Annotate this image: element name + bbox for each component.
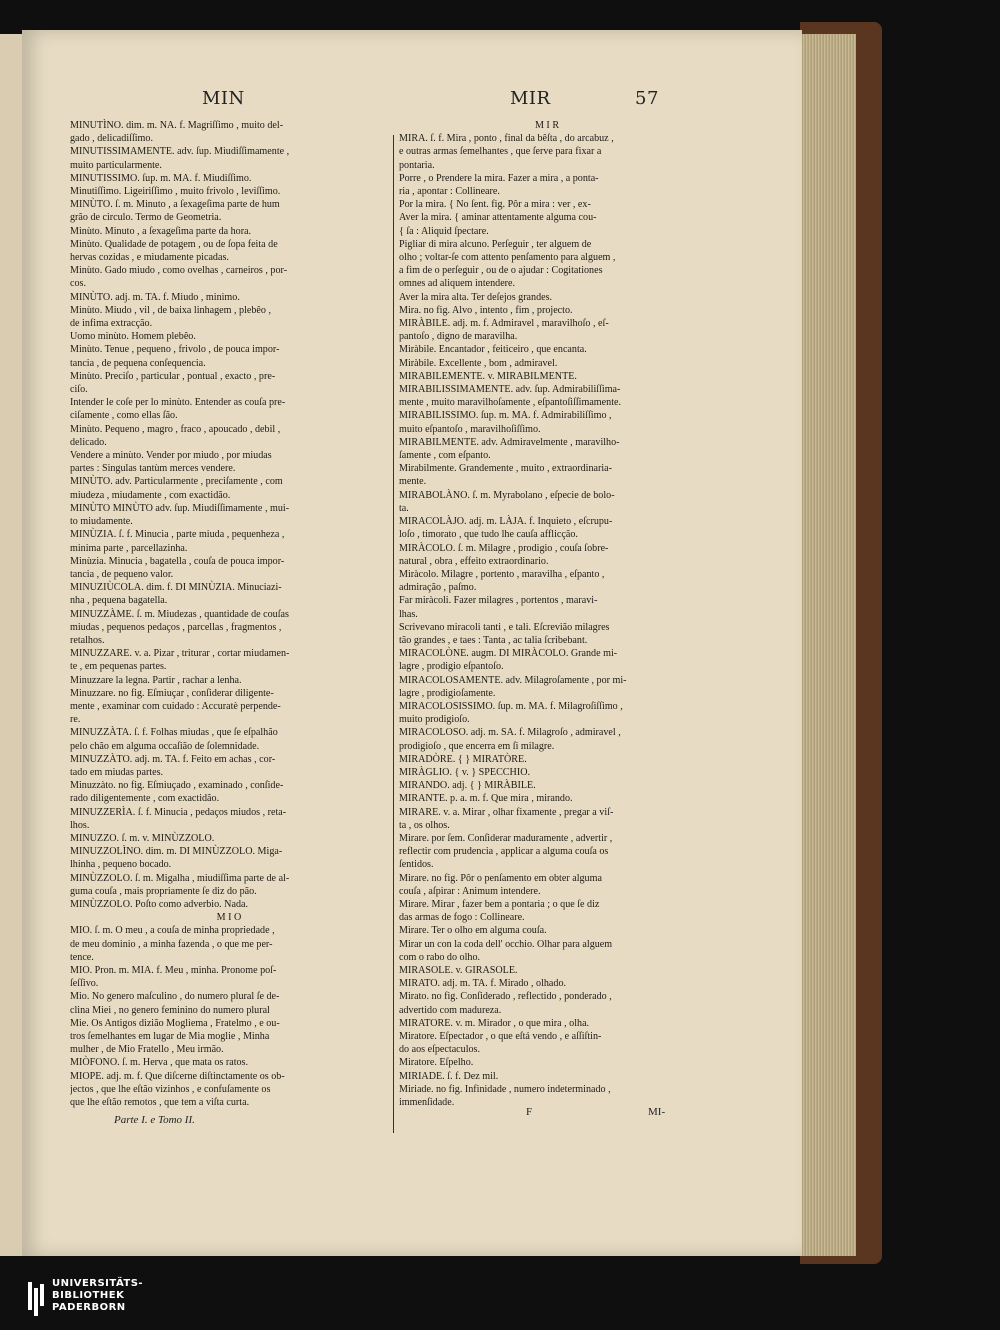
text-line: MINUTISSIMAMENTE. adv. ſup. Miudiſſimamente , [70, 146, 290, 158]
text-line: MIRABILMENTE. adv. Admiravelmente , maravilho- [399, 436, 620, 448]
text-line: Mirar un con la coda dell' occhio. Olhar para alguem [399, 938, 613, 950]
text-line: Mirare. Ter o olho em alguma couſa. [399, 925, 547, 937]
text-line: MIRANDO. adj. { } MIRÀBILE. [399, 780, 536, 792]
column-rule [393, 135, 394, 1133]
text-line: ria , apontar : Collineare. [399, 186, 500, 198]
text-line: Miràbile. Encantador , feiticeiro , que encanta. [399, 344, 587, 356]
text-line: muito eſpantoſo , maravilhoſiſſimo. [399, 423, 541, 435]
text-line: jectos , que lhe eſtão vizinhos , e confuſamente os [70, 1083, 271, 1095]
text-line: Aver la mira alta. Ter deſejos grandes. [399, 291, 553, 303]
text-line: MIRACOLOSISSIMO. ſup. m. MA. f. Milagroſiſſimo , [399, 700, 623, 712]
text-line: cos. [70, 278, 86, 290]
text-line: mente , examinar com cuidado : Accuratè perpende- [70, 700, 281, 712]
text-line: MIRABILISSIMO. ſup. m. MA. f. Admirabiliſſimo , [399, 410, 612, 422]
book-page [22, 30, 802, 1256]
footer-volume: Parte I. e Tomo II. [114, 1114, 195, 1126]
text-line: Mirare. no fig. Pôr o penſamento em obter alguma [399, 872, 602, 884]
text-line: Vendere a minùto. Vender por miudo , por miudas [70, 450, 272, 462]
logo-line-2: BIBLIOTHEK [52, 1290, 125, 1301]
text-line: MINÙTO. adv. Particularmente , preciſamente , com [70, 476, 283, 488]
text-line: Pigliar di mira alcuno. Perſeguir , ter alguem de [399, 238, 592, 250]
text-line: to miudamente. [70, 516, 133, 528]
text-line: tence. [70, 951, 94, 963]
text-line: Minùto. Miudo , vil , de baixa linhagem , plebêo , [70, 304, 272, 316]
text-line: a fim de o perſeguir , ou de o ajudar : Cogitationes [399, 265, 603, 277]
text-line: mente. [399, 476, 427, 488]
text-line: olho ; voltar-ſe com attento penſamento para alguem , [399, 252, 616, 264]
text-line: ſamente , com eſpanto. [399, 450, 491, 462]
text-line: natural , obra , effeito extraordinario. [399, 555, 549, 567]
text-line: Miriade. no fig. Infinidade , numero indeterminado , [399, 1083, 611, 1095]
text-line: miudeza , miudamente , com exactidão. [70, 489, 231, 501]
text-line: minima parte , parcellazinha. [70, 542, 188, 554]
text-line: MIRA. ſ. f. Mira , ponto , final da bêſta , do arcabuz , [399, 133, 614, 145]
text-line: couſa , aſpirar : Animum intendere. [399, 885, 541, 897]
logo-text [52, 1278, 143, 1314]
text-line: pantoſo , digno de maravilha. [399, 331, 518, 343]
text-line: Minùto. Pequeno , magro , fraco , apoucado , debil , [70, 423, 281, 435]
left-page-edge [0, 34, 23, 1256]
text-line: MIRIADE. ſ. f. Dez mil. [399, 1070, 499, 1082]
text-line: MIRACOLOSO. adj. m. SA. f. Milagroſo , admiravel , [399, 727, 621, 739]
text-line: Mirare. por ſem. Conſiderar maduramente , advertir , [399, 832, 613, 844]
text-line: Intender le coſe per lo minùto. Entender as couſa pre- [70, 397, 286, 409]
text-line: MIOPE. adj. m. f. Que diſcerne diſtinctamente os ob- [70, 1070, 285, 1082]
text-line: ciſamente , como ellas ſão. [70, 410, 178, 422]
text-line: omnes ad aliquem intendere. [399, 278, 516, 290]
text-line: Mirato. no fig. Conſiderado , reflectido , ponderado , [399, 991, 612, 1003]
text-line: MIRABILEMENTE. v. MIRABILMENTE. [399, 370, 577, 382]
text-line: MIRARE. v. a. Mirar , olhar fixamente , pregar a viſ- [399, 806, 614, 818]
text-line: ſentidos. [399, 859, 434, 871]
text-line: immenſidade. [399, 1097, 455, 1109]
text-line: te , em pequenas partes. [70, 661, 167, 673]
left-running-header: MIN [202, 88, 245, 109]
text-line: de infima extracção. [70, 318, 153, 330]
text-line: MINÙTO. ſ. m. Minuto , a ſexageſima parte de hum [70, 199, 280, 211]
text-line: Mirare. Mirar , fazer bem a pontaria ; o que ſe diz [399, 898, 600, 910]
logo-line-3: PADERBORN [52, 1302, 126, 1313]
text-line: Porre , o Prendere la mira. Fazer a mira , a ponta- [399, 172, 599, 184]
text-line: MIRASOLE. v. GIRASOLE. [399, 965, 518, 976]
text-line: nha , pequena bagatella. [70, 595, 168, 607]
text-line: loſo , timorato , que tudo lhe cauſa afflicção. [399, 529, 578, 541]
text-line: e outras armas ſemelhantes , que ſerve para fixar a [399, 146, 602, 158]
text-line: MINÙZZOLO. ſ. m. Migalha , miudiſſima parte de al- [70, 872, 290, 884]
text-line: lhinha , pequeno bocado. [70, 859, 172, 871]
text-line: MINÙZIA. ſ. f. Minucia , parte miuda , pequenheza , [70, 529, 285, 541]
text-line: Por la mira. { No ſent. fig. Pôr a mira : ver , ex- [399, 199, 591, 211]
text-line: ta. [399, 502, 409, 514]
text-line: MINÙTO MINÙTO adv. ſup. Miudiſſimamente , mui- [70, 502, 290, 514]
text-line: Mirabilmente. Grandemente , muito , extraordinaria- [399, 463, 613, 475]
text-line: ta , os olhos. [399, 819, 450, 831]
text-line: admiração , paſmo. [399, 582, 477, 594]
text-line: mulher , de Mio Fratello , Meu irmão. [70, 1044, 224, 1056]
text-line: clina Miei , no genero feminino do numero plural [70, 1004, 270, 1016]
text-line: tros ſemelhantes em lugar de Mia moglie , Minha [70, 1031, 270, 1043]
text-line: miudas , pequenos pedaços , parcellas , fragmentos , [70, 621, 282, 633]
logo-line-1: UNIVERSITÄTS- [52, 1278, 144, 1289]
text-line: MIRÀBILE. adj. m. f. Admiravel , maravilhoſo , eſ- [399, 318, 609, 330]
text-line: Minùto. Tenue , pequeno , frivolo , de pouca impor- [70, 344, 280, 356]
text-line: Mio. No genero maſculino , do numero plural ſe de- [70, 991, 280, 1003]
text-line: advertido com madureza. [399, 1004, 502, 1016]
text-line: Minùto. Preciſo , particular , pontual , exacto , pre- [70, 370, 276, 382]
text-line: lagre , prodigio eſpantoſo. [399, 661, 504, 673]
text-line: Minùzia. Minucia , bagatella , couſa de pouca impor- [70, 555, 285, 567]
text-line: do aos eſpectaculos. [399, 1044, 481, 1056]
text-line: MINUZZO. ſ. m. v. MINÙZZOLO. [70, 832, 215, 844]
text-line: MIO. ſ. m. O meu , a couſa de minha propriedade , [70, 925, 275, 937]
text-line: das armas de fogo : Collineare. [399, 912, 525, 924]
text-line: reflectir com prudencia , applicar a alguma couſa os [399, 846, 609, 858]
text-line: Minuzzàto. no fig. Eſmiuçado , examinado , conſide- [70, 780, 284, 792]
text-line: M I R [534, 120, 560, 131]
page-number: 57 [635, 88, 659, 109]
text-line: pontaria. [399, 159, 435, 171]
text-line: MINUZZOLÌNO. dim. m. DI MINÙZZOLO. Miga- [70, 846, 283, 858]
text-line: Far miràcoli. Fazer milagres , portentos , maravi- [399, 595, 598, 607]
text-line: Minutiſſimo. Ligeiriſſimo , muito frivolo , leviſſimo. [70, 186, 281, 198]
text-line: MINUZZÀME. ſ. m. Miudezas , quantidade de couſas [70, 608, 289, 620]
text-line: Minuzzare la legna. Partir , rachar a lenha. [70, 674, 242, 686]
text-line: Miratore. Eſpelho. [399, 1057, 474, 1069]
text-line: ciſo. [70, 384, 88, 396]
text-line: MIRÀCOLO. ſ. m. Milagre , prodigio , couſa ſobre- [399, 542, 609, 554]
text-line: Miratore. Eſpectador , o que eſtá vendo , e aſſiſtin- [399, 1031, 602, 1043]
text-line: MINUZZERÌA. ſ. f. Minucia , pedaços miudos , reta- [70, 806, 287, 818]
text-line: lhos. [70, 819, 90, 831]
text-line: MINUTISSIMO. ſup. m. MA. f. Miudiſſimo. [70, 172, 252, 184]
text-line: MINUZZARE. v. a. Pizar , triturar , cortar miudamen- [70, 648, 290, 660]
text-line: Minùto. Qualidade de potagem , ou de ſopa feita de [70, 238, 278, 250]
text-line: mente , muito maravilhoſamente , eſpantoſiſſimamente. [399, 397, 621, 409]
text-line: re. [70, 714, 81, 726]
text-line: tancia , de pequeno valor. [70, 568, 174, 580]
text-line: lhas. [399, 608, 418, 620]
text-line: Aver la mira. { aminar attentamente alguma cou- [399, 212, 597, 224]
text-line: tado em miudas partes. [70, 766, 164, 778]
right-running-header: MIR [510, 88, 551, 109]
text-line: com o rabo do olho. [399, 951, 481, 963]
text-line: Minùto. Gado miudo , como ovelhas , carneiros , por- [70, 265, 288, 277]
text-line: Mie. Os Antigos dizião Mogliema , Fratelmo , e ou- [70, 1017, 280, 1029]
right-column [399, 119, 695, 1109]
left-column [70, 119, 388, 1109]
signature-mark: F [526, 1106, 533, 1118]
text-line: M I O [216, 912, 242, 924]
text-line: tancia , de pequena conſequencia. [70, 357, 206, 369]
text-line: MINÙTO. adj. m. TA. f. Miudo , minimo. [70, 291, 240, 303]
text-line: que lhe eſtão remotos , que tem a viſta curta. [70, 1097, 250, 1109]
text-line: Miràcolo. Milagre , portento , maravilha , eſpanto , [399, 568, 605, 580]
text-line: MIRADÒRE. { } MIRATÒRE. [399, 753, 527, 765]
text-line: lagre , prodigioſamente. [399, 687, 496, 699]
text-line: muito prodigioſo. [399, 714, 470, 726]
text-line: MINUTÌNO. dim. m. NA. f. Magriſſimo , muito del- [70, 120, 284, 131]
text-line: Scrivevano miracoli tanti , e tali. Eſcrevião milagres [399, 621, 610, 633]
text-line: MIO. Pron. m. MIA. f. Meu , minha. Pronome poſ- [70, 965, 277, 976]
text-line: muito particularmente. [70, 159, 162, 171]
text-line: prodigioſo , que encerra em ſi milagre. [399, 740, 555, 752]
catchword: MI- [648, 1106, 666, 1118]
text-line: MIRACOLOSAMENTE. adv. Milagroſamente , por mi- [399, 674, 627, 686]
text-line: Uomo minùto. Homem plebêo. [70, 331, 196, 343]
text-line: MIRÀGLIO. { v. } SPECCHIO. [399, 766, 531, 778]
text-line: Minùto. Minuto , a ſexageſima parte da hora. [70, 225, 252, 237]
text-line: grão de circulo. Termo de Geometria. [70, 212, 222, 224]
text-line: { ſa : Aliquid ſpectare. [399, 225, 489, 237]
text-line: ſeſſivo. [70, 978, 99, 990]
text-line: Miràbile. Excellente , bom , admiravel. [399, 357, 558, 369]
text-line: MIRABOLÀNO. ſ. m. Myrabolano , eſpecie de bolo- [399, 489, 615, 501]
text-line: MINUZZÀTO. adj. m. TA. f. Feito em achas , cor- [70, 753, 276, 765]
text-line: de meu dominio , a minha fazenda , o que me per- [70, 938, 273, 950]
text-line: rado diligentemente , com exactidão. [70, 793, 220, 805]
logo-mark-icon [28, 1282, 44, 1318]
text-line: delicado. [70, 436, 107, 448]
text-line: MIRACOLÀJO. adj. m. LÀJA. f. Inquieto , eſcrupu- [399, 516, 613, 528]
text-line: partes : Singulas tantùm merces vendere. [70, 463, 236, 475]
text-line: MINUZIÙCOLA. dim. f. DI MINÙZIA. Minuciazi- [70, 582, 282, 594]
text-line: pelo chão em alguma occaſião de ſolemnidade. [70, 740, 260, 752]
text-line: MINUZZÀTA. ſ. f. Folhas miudas , que ſe eſpalhão [70, 727, 278, 739]
text-line: MINÙZZOLO. Poſto como adverbio. Nada. [70, 898, 249, 910]
text-line: MIRANTE. p. a. m. f. Que mira , mirando. [399, 793, 573, 805]
text-line: Mira. no fig. Alvo , intento , fim , projecto. [399, 304, 573, 316]
text-line: MIRATO. adj. m. TA. f. Mirado , olhado. [399, 978, 567, 990]
text-line: retalhos. [70, 634, 105, 646]
text-line: MIRATORE. v. m. Mirador , o que mira , olha. [399, 1017, 590, 1029]
text-line: Minuzzare. no fig. Eſmiuçar , conſiderar diligente- [70, 687, 274, 699]
text-line: hervas cozidas , e miudamente picadas. [70, 252, 229, 264]
text-line: MIÒFONO. ſ. m. Herva , que mata os ratos. [70, 1057, 249, 1069]
text-line: MIRABILISSIMAMENTE. adv. ſup. Admirabiliſſima- [399, 384, 621, 396]
text-line: MIRACOLÒNE. augm. DI MIRÀCOLO. Grande mi- [399, 648, 618, 660]
text-line: guma couſa , mais propriamente ſe diz do pão. [70, 885, 257, 897]
text-line: gado , delicadiſſimo. [70, 133, 153, 145]
text-line: tão grandes , e taes : Tanta , ac talia ſcribebant. [399, 634, 588, 646]
page-edges [800, 34, 856, 1256]
